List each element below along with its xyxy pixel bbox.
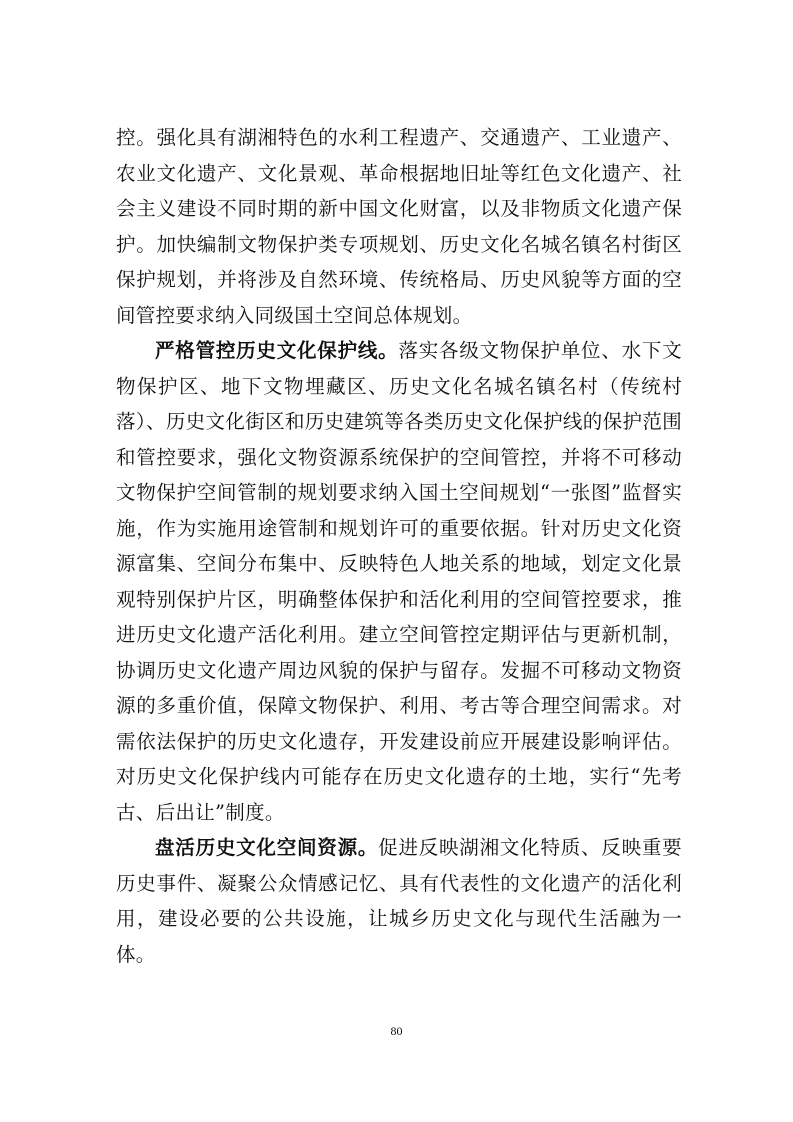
- paragraph-space-resources: [116, 830, 682, 972]
- page-number: 80: [390, 1024, 403, 1038]
- paragraph-text: 控。强化具有湖湘特色的水利工程遗产、交通遗产、工业遗产、农业文化遗产、文化景观、革命根据地旧址等红色文化遗产、社会主义建设不同时期的新中国文化财富，以及非物质文化遗产保护。加快编制文物保护类专项规划、历史文化名城名镇名村街区保护规划，并将涉及自然环境、传统格局、历史风貌等方面的空间管控要求纳入同级国土空间总体规划。: [116, 126, 682, 327]
- body-text: [116, 120, 682, 972]
- paragraph-heading: 严格管控历史文化保护线。: [155, 339, 399, 362]
- paragraph-text: 促进反映湖湘文化特质、反映重要历史事件、凝聚公众情感记忆、具有代表性的文化遗产的活化利用，建设必要的公共设施，让城乡历史文化与现代生活融为一体。: [116, 836, 682, 966]
- paragraph-protection-lines: [116, 333, 682, 830]
- paragraph-text: 落实各级文物保护单位、水下文物保护区、地下文物埋藏区、历史文化名城名镇名村（传统村落）、历史文化街区和历史建筑等各类历史文化保护线的保护范围和管控要求，强化文物资源系统保护的空间管控，并将不可移动文物保护空间管制的规划要求纳入国土空间规划“一张图”监督实施，作为实施用途管制和规划许可的重要依据。针对历史文化资源富集、空间分布集中、反映特色人地关系的地域，划定文化景观特别保护片区，明确整体保护和活化利用的空间管控要求，推进历史文化遗产活化利用。建立空间管控定期评估与更新机制，协调历史文化遗产周边风貌的保护与留存。发掘不可移动文物资源的多重价值，保障文物保护、利用、考古等合理空间需求。对需依法保护的历史文化遗存，开发建设前应开展建设影响评估。对历史文化保护线内可能存在历史文化遗存的土地，实行“先考古、后出让”制度。: [116, 339, 682, 824]
- paragraph-continuation: [116, 120, 682, 333]
- paragraph-heading: 盘活历史文化空间资源。: [155, 836, 379, 859]
